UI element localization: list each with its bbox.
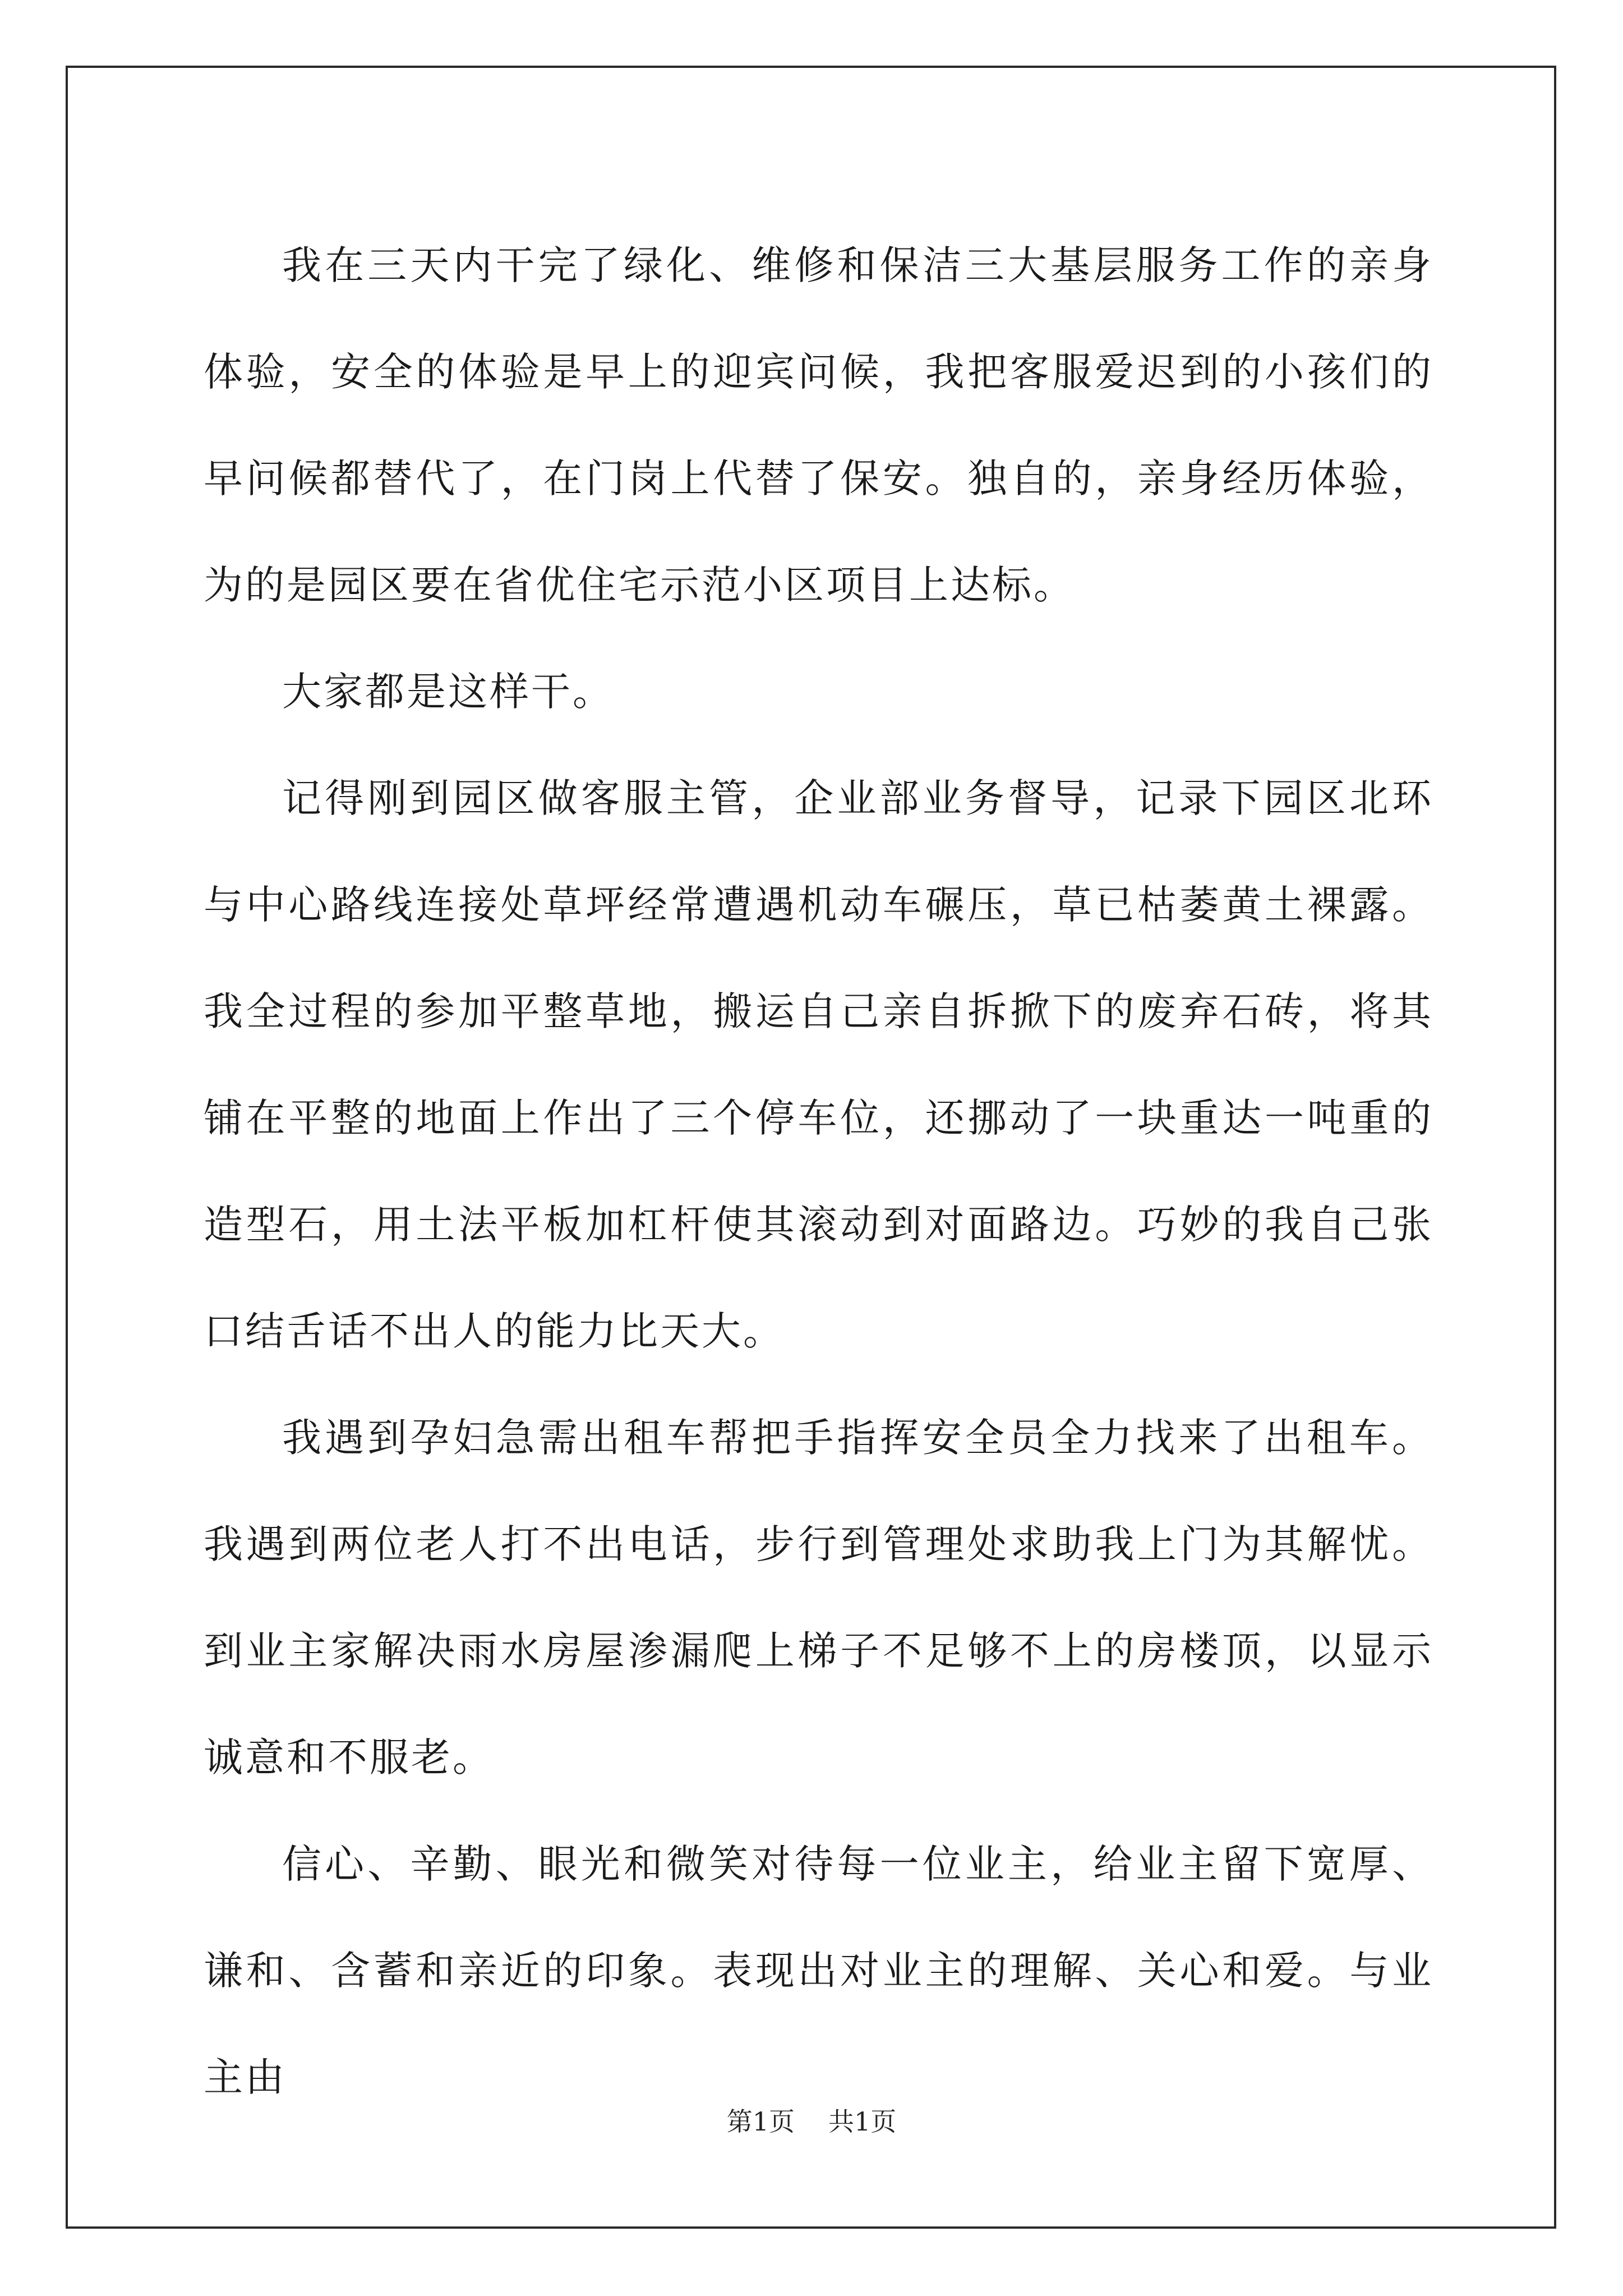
paragraph: 我在三天内干完了绿化、维修和保洁三大基层服务工作的亲身体验，安全的体验是早上的迎宾问候，我把客服爱迟到的小孩们的早问候都替代了，在门岗上代替了保安。独自的，亲身经历体验，为的是园区要在省优住宅示范小区项目上达标。: [204, 242, 1433, 608]
document-body: [204, 212, 1433, 2131]
paragraph: 大家都是这样干。: [282, 669, 614, 715]
page-footer: [0, 2105, 1623, 2138]
paragraph: 我遇到孕妇急需出租车帮把手指挥安全员全力找来了出租车。我遇到两位老人打不出电话，步行到管理处求助我上门为其解忧。到业主家解决雨水房屋渗漏爬上梯子不足够不上的房楼顶，以显示诚意和不服老。: [204, 1415, 1433, 1780]
page-number: 第1页: [726, 2106, 795, 2137]
page-total: 共1页: [828, 2106, 897, 2137]
paragraph: 记得刚到园区做客服主管，企业部业务督导，记录下园区北环与中心路线连接处草坪经常遭遇机动车碾压，草已枯萎黄土裸露。我全过程的参加平整草地，搬运自己亲自拆掀下的废弃石砖，将其铺在平整的地面上作出了三个停车位，还挪动了一块重达一吨重的造型石，用土法平板加杠杆使其滚动到对面路边。巧妙的我自己张口结舌话不出人的能力比天大。: [204, 775, 1433, 1354]
paragraph: 信心、辛勤、眼光和微笑对待每一位业主，给业主留下宽厚、谦和、含蓄和亲近的印象。表现出对业主的理解、关心和爱。与业主由: [204, 1841, 1433, 2100]
